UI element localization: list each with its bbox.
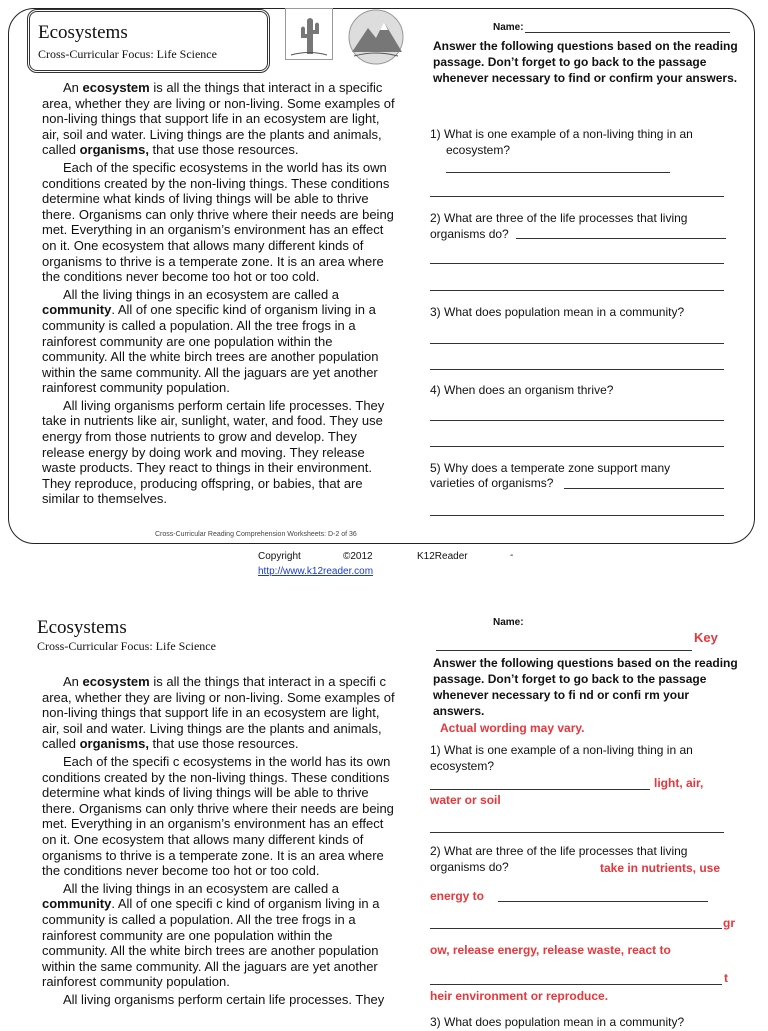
answer-line[interactable] bbox=[430, 789, 650, 790]
answer-2f: heir environment or reproduce. bbox=[430, 989, 609, 1003]
key-name-label: Name: bbox=[493, 617, 524, 628]
question-1: 1) What is one example of a non-living thing in an bbox=[430, 127, 693, 141]
key-instructions: Answer the following questions based on the reading passage. Don’t forget to go back to the passage whenever necessary to fi nd or confi rm your answers. bbox=[433, 656, 738, 718]
answer-line[interactable] bbox=[430, 420, 724, 421]
question-5: 5) Why does a temperate zone support many bbox=[430, 461, 671, 475]
question-1-cont: ecosystem? bbox=[446, 143, 511, 157]
answer-2d: ow, release energy, release waste, react to bbox=[430, 943, 671, 957]
key-question-1: 1) What is one example of a non-living thing in an bbox=[430, 743, 693, 757]
key-question-1-cont: ecosystem? bbox=[430, 759, 495, 773]
copyright-label: Copyright bbox=[258, 551, 301, 562]
key-page-title: Ecosystems bbox=[37, 617, 127, 638]
key-paragraph-3: All the living things in an ecosystem are called a community. All of one specifi c kind of organism living in a community is called a population. All the tree frogs in a rainforest community are one population within the community. All the white birch trees are another population within the same community. All the jaguars are yet another rainforest community population. bbox=[42, 880, 380, 990]
page-title: Ecosystems bbox=[38, 22, 128, 43]
key-paragraph-4: All living organisms perform certain life processes. They bbox=[63, 991, 385, 1007]
footer-text: Cross-Curricular Reading Comprehension Worksheets: D-2 of 36 bbox=[155, 531, 357, 538]
answer-line[interactable] bbox=[430, 515, 724, 516]
answer-2e: t bbox=[724, 971, 728, 985]
answer-line[interactable] bbox=[430, 446, 724, 447]
question-4: 4) When does an organism thrive? bbox=[430, 383, 614, 397]
answer-1b: water or soil bbox=[430, 793, 501, 807]
key-question-2: 2) What are three of the life processes that living bbox=[430, 844, 688, 858]
answer-2c: gr bbox=[723, 916, 735, 930]
name-field[interactable] bbox=[525, 32, 730, 33]
key-question-3: 3) What does population mean in a community? bbox=[430, 1015, 685, 1029]
answer-2b: energy to bbox=[430, 889, 485, 903]
answer-line[interactable] bbox=[430, 928, 722, 929]
answer-line[interactable] bbox=[516, 238, 726, 239]
question-2: 2) What are three of the life processes that living bbox=[430, 211, 688, 225]
question-5-cont: varieties of organisms? bbox=[430, 476, 554, 490]
answer-1a: light, air, bbox=[654, 776, 704, 790]
title-box bbox=[27, 9, 270, 73]
answer-line[interactable] bbox=[430, 369, 724, 370]
brand-name: K12Reader bbox=[417, 551, 468, 562]
separator: - bbox=[510, 550, 514, 561]
website-link[interactable]: http://www.k12reader.com bbox=[258, 566, 374, 577]
question-3: 3) What does population mean in a community? bbox=[430, 305, 685, 319]
key-name-field[interactable] bbox=[436, 650, 692, 651]
paragraph-1: An ecosystem is all the things that interact in a specific area, whether they are living or non-living. Some examples of non-living things that support life in an ecosystem are light, air, soil and water. Living things are the plants and animals, called organisms, that use those resources. bbox=[42, 80, 395, 158]
question-2-cont: organisms do? bbox=[430, 227, 509, 241]
answer-line[interactable] bbox=[430, 263, 724, 264]
answer-line[interactable] bbox=[430, 343, 724, 344]
cactus-illustration bbox=[285, 8, 333, 60]
name-label: Name: bbox=[493, 22, 524, 33]
key-page-subtitle: Cross-Curricular Focus: Life Science bbox=[37, 639, 216, 653]
mountain-illustration bbox=[348, 8, 404, 66]
answer-line[interactable] bbox=[564, 488, 724, 489]
key-question-2-cont: organisms do? bbox=[430, 860, 509, 874]
instructions: Answer the following questions based on the reading passage. Don’t forget to go back to the passage whenever necessary to find or confirm your answers. bbox=[433, 39, 738, 85]
key-label: Key bbox=[694, 630, 718, 645]
key-paragraph-1: An ecosystem is all the things that interact in a specifi c area, whether they are living or non-living. Some examples of non-living things that support life in an ecosystem are light, air, soil and water. Living things are the plants and animals, called organisms, that use those resources. bbox=[42, 674, 395, 752]
paragraph-3: All the living things in an ecosystem are called a community. All of one specific kind of organism living in a community is called a population. All the tree frogs in a rainforest community are one population within the community. All the white birch trees are another population within the same community. All the jaguars are yet another rainforest community population. bbox=[42, 286, 379, 396]
answer-line[interactable] bbox=[430, 984, 722, 985]
paragraph-4: All living organisms perform certain life processes. They take in nutrients like air, sunlight, water, and food. They use energy from those nutrients to grow and develop. They release energy by doing work and moving. They release waste products. They react to things in their environment. They reproduce, producing offspring, or babies, that are similar to themselves. bbox=[42, 397, 385, 507]
answer-line[interactable] bbox=[430, 290, 724, 291]
copyright-year: ©2012 bbox=[343, 551, 373, 562]
reading-passage bbox=[42, 80, 397, 507]
key-reading-passage bbox=[42, 674, 397, 1007]
answer-line[interactable] bbox=[430, 832, 724, 833]
page-subtitle: Cross-Curricular Focus: Life Science bbox=[38, 47, 217, 61]
answer-line[interactable] bbox=[498, 901, 708, 902]
answer-line[interactable] bbox=[430, 196, 724, 197]
key-paragraph-2: Each of the specifi c ecosystems in the world has its own conditions created by the non-living things. These conditions determine what kinds of living things will be able to thrive there. Organisms can only thrive where their needs are being met. Everything in an organism’s environment has an effect on it. One ecosystem that allows many different kinds of organisms to thrive is a temperate zone. It is an area where the conditions never become too hot or too cold. bbox=[42, 753, 394, 879]
paragraph-2: Each of the specific ecosystems in the world has its own conditions created by the non-living things. These conditions determine what kinds of living things will be able to thrive there. Organisms can only thrive where their needs are being met. Everything in an organism’s environment has an effect on it. One ecosystem that allows many different kinds of organisms to thrive is a temperate zone. It is an area where the conditions never become too hot or too cold. bbox=[42, 159, 394, 285]
key-note: Actual wording may vary. bbox=[440, 721, 585, 735]
answer-2a: take in nutrients, use bbox=[600, 861, 721, 875]
answer-line[interactable] bbox=[446, 172, 670, 173]
